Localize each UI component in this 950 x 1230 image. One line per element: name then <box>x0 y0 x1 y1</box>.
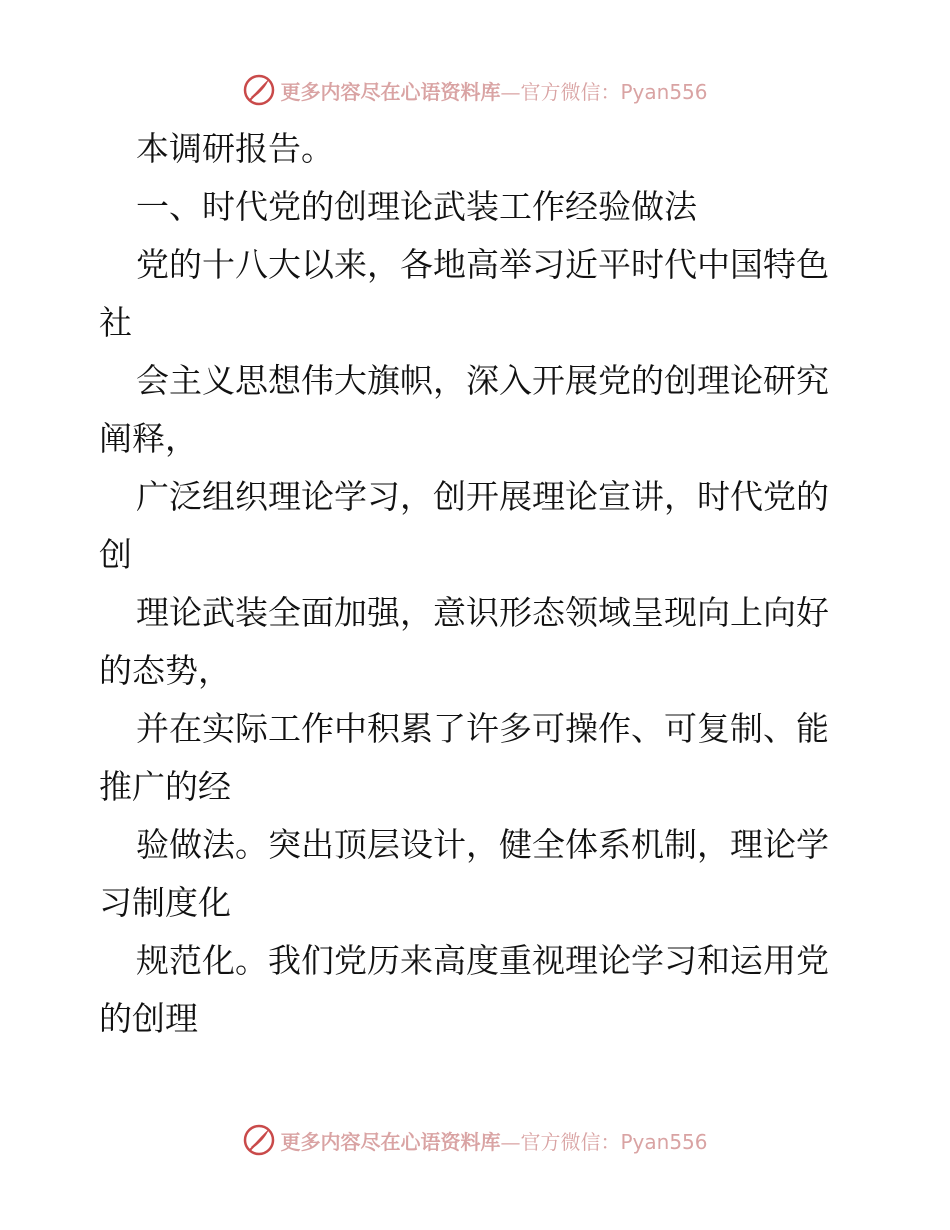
text-line: 社 <box>99 303 132 342</box>
text-line: 习制度化 <box>99 883 231 922</box>
text-line: 理论武装全面加强，意识形态领域呈现向上向好 <box>136 593 829 632</box>
footer-brand: 更多内容尽在心语资料库 <box>280 1129 501 1154</box>
text-line: 党的十八大以来，各地高举习近平时代中国特色 <box>136 245 829 284</box>
quill-seal-logo-icon <box>242 73 276 107</box>
text-line: 广泛组织理论学习，创开展理论宣讲，时代党的 <box>136 477 829 516</box>
footer-wechat-id: Pyan556 <box>620 1129 708 1154</box>
text-line: 推广的经 <box>99 767 231 806</box>
text-line: 会主义思想伟大旗帜，深入开展党的创理论研究 <box>136 361 829 400</box>
section-heading: 一、时代党的创理论武装工作经验做法 <box>136 187 697 226</box>
footer-banner <box>0 1118 950 1162</box>
text-line: 的态势， <box>99 651 231 690</box>
quill-seal-logo-icon <box>242 1123 276 1157</box>
text-line: 验做法。突出顶层设计，健全体系机制，理论学 <box>136 825 829 864</box>
footer-separator: — <box>500 1129 521 1154</box>
text-line: 本调研报告。 <box>136 129 334 168</box>
text-line: 创 <box>99 535 132 574</box>
document-body <box>99 120 851 1048</box>
header-banner-text <box>280 76 707 105</box>
header-wechat-label: 官方微信： <box>520 79 621 104</box>
text-line: 阐释， <box>99 419 198 458</box>
header-wechat-id: Pyan556 <box>620 79 708 104</box>
text-line: 规范化。我们党历来高度重视理论学习和运用党 <box>136 941 829 980</box>
text-line: 的创理 <box>99 999 198 1038</box>
text-line: 并在实际工作中积累了许多可操作、可复制、能 <box>136 709 829 748</box>
header-separator: — <box>500 79 521 104</box>
footer-wechat-label: 官方微信： <box>520 1129 621 1154</box>
header-brand: 更多内容尽在心语资料库 <box>280 79 501 104</box>
footer-banner-text <box>280 1126 707 1155</box>
header-banner <box>0 68 950 112</box>
